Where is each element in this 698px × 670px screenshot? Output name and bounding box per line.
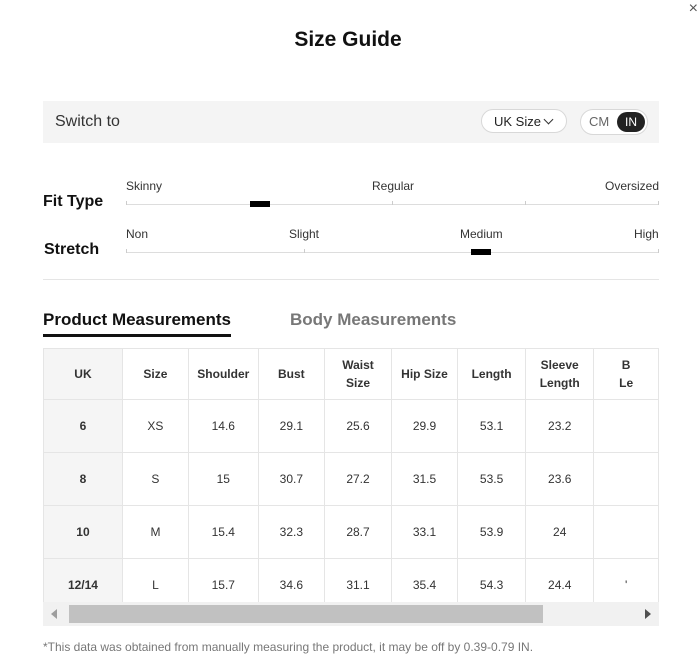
stretch-label: Stretch: [44, 241, 100, 258]
table-cell: 35.4: [392, 559, 458, 612]
scroll-left-arrow-icon[interactable]: [51, 609, 57, 619]
col-header-hip-size: Hip Size: [392, 349, 458, 400]
table-cell: 25.6: [325, 400, 392, 453]
page-title: Size Guide: [294, 28, 402, 51]
close-icon[interactable]: ×: [688, 0, 698, 17]
unit-switch-bar: [43, 101, 659, 143]
table-cell: M: [122, 506, 188, 559]
table-cell: 31.1: [325, 559, 392, 612]
table-cell: 33.1: [392, 506, 458, 559]
scroll-right-arrow-icon[interactable]: [645, 609, 651, 619]
col-header-uk: UK: [44, 349, 123, 400]
fit-scale-oversized: Oversized: [605, 179, 660, 193]
table-cell: 15: [188, 453, 258, 506]
table-cell: [594, 506, 659, 559]
size-system-dropdown[interactable]: [481, 109, 567, 133]
measurement-disclaimer: *This data was obtained from manually measuring the product, it may be off by 0.39-0.79 IN.: [43, 640, 534, 654]
stretch-scale-slight: Slight: [289, 227, 320, 241]
table-cell: L: [122, 559, 188, 612]
stretch-scale-non: Non: [126, 227, 149, 241]
fit-tick: [392, 201, 393, 205]
col-header-size: Size: [122, 349, 188, 400]
table-cell: 29.9: [392, 400, 458, 453]
table-cell: XS: [122, 400, 188, 453]
table-cell: S: [122, 453, 188, 506]
table-cell: 28.7: [325, 506, 392, 559]
unit-toggle[interactable]: [580, 109, 648, 135]
table-cell-uk: 8: [44, 453, 123, 506]
table-row: [44, 453, 659, 506]
table-cell: 31.5: [392, 453, 458, 506]
table-cell: 15.7: [188, 559, 258, 612]
table-horizontal-scrollbar[interactable]: [43, 602, 659, 626]
table-cell: 53.1: [458, 400, 526, 453]
table-cell: 27.2: [325, 453, 392, 506]
table-cell: [594, 400, 659, 453]
unit-in-option[interactable]: IN: [617, 112, 645, 132]
table-cell: 34.6: [258, 559, 324, 612]
table-row: [44, 400, 659, 453]
measurements-table: [43, 348, 659, 612]
col-header-bust: Bust: [258, 349, 324, 400]
table-cell: 54.3: [458, 559, 526, 612]
table-cell-uk: 6: [44, 400, 123, 453]
table-cell: 29.1: [258, 400, 324, 453]
fit-tick: [525, 201, 526, 205]
table-cell: 53.5: [458, 453, 526, 506]
table-cell: ': [594, 559, 659, 612]
table-cell: 32.3: [258, 506, 324, 559]
table-cell: 53.9: [458, 506, 526, 559]
stretch-tick: [126, 249, 127, 253]
switch-to-label: Switch to: [55, 113, 120, 130]
stretch-scale-high: High: [634, 227, 659, 241]
table-cell-uk: 10: [44, 506, 123, 559]
unit-cm-option[interactable]: CM: [589, 114, 610, 129]
tab-body-measurements[interactable]: Body Measurements: [290, 310, 457, 329]
table-cell: 23.6: [526, 453, 594, 506]
size-system-value: UK Size: [494, 114, 541, 129]
table-row: [44, 506, 659, 559]
fit-tick: [126, 201, 127, 205]
measurements-table-container: [43, 348, 659, 602]
section-divider: [43, 279, 659, 280]
table-header-row: [44, 349, 659, 400]
table-cell: 14.6: [188, 400, 258, 453]
table-cell: [594, 453, 659, 506]
col-header-partial: B Le: [594, 349, 659, 400]
fit-type-label: Fit Type: [43, 193, 104, 210]
table-cell: 15.4: [188, 506, 258, 559]
table-cell: 30.7: [258, 453, 324, 506]
fit-tick: [658, 201, 659, 205]
scrollbar-thumb[interactable]: [69, 605, 543, 623]
table-cell: 24: [526, 506, 594, 559]
chevron-down-icon: [544, 115, 554, 125]
tab-product-measurements[interactable]: Product Measurements: [43, 310, 231, 337]
col-header-shoulder: Shoulder: [188, 349, 258, 400]
fit-type-marker: [250, 201, 270, 207]
col-header-length: Length: [458, 349, 526, 400]
stretch-scale-medium: Medium: [460, 227, 503, 241]
table-cell: 24.4: [526, 559, 594, 612]
stretch-tick: [304, 249, 305, 253]
table-cell-uk: 12/14: [44, 559, 123, 612]
stretch-tick: [658, 249, 659, 253]
table-cell: 23.2: [526, 400, 594, 453]
col-header-sleeve-length: Sleeve Length: [526, 349, 594, 400]
fit-scale-regular: Regular: [372, 179, 415, 193]
stretch-track: [126, 252, 659, 253]
stretch-marker: [471, 249, 491, 255]
col-header-waist-size: Waist Size: [325, 349, 392, 400]
fit-scale-skinny: Skinny: [126, 179, 163, 193]
